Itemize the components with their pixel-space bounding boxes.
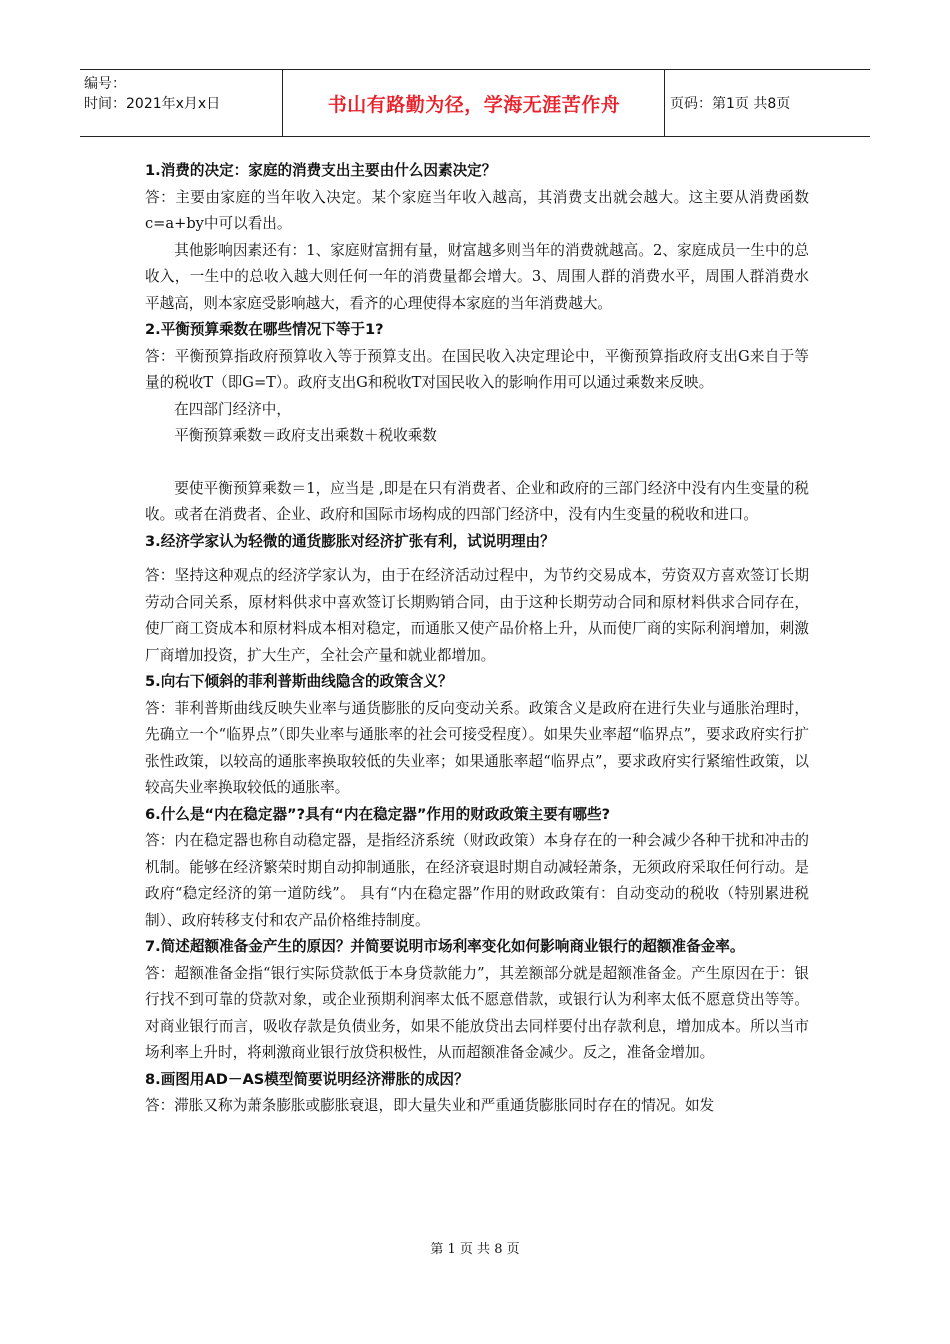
page-footer: 第 1 页 共 8 页: [430, 1242, 520, 1257]
header-divider: [664, 70, 665, 136]
number-label: 编号：: [84, 76, 126, 92]
question-heading: 5.向右下倾斜的菲利普斯曲线隐含的政策含义？: [145, 673, 453, 690]
indented-paragraph: 其他影响因素还有：1、家庭财富拥有量，财富越多则当年的消费就越高。2、家庭成员一生中的总收入，一生中的总收入越大则任何一年的消费量都会增大。3、周围人群的消费水平，周围人群消费水平越高，则本家庭受影响越大，看齐的心理使得本家庭的当年消费越大。: [145, 241, 809, 312]
question-heading: 8.画图用AD－AS模型简要说明经济滞胀的成因？: [145, 1070, 469, 1088]
header-meta: [84, 74, 284, 114]
answer-paragraph: 答：菲利普斯曲线反映失业率与通货膨胀的反向变动关系。政策含义是政府在进行失业与通胀治理时，先确立一个“临界点”（即失业率与通胀率的社会可接受程度）。如果失业率超“临界点”，要求政府实行扩张性政策，以较高的通胀率换取较低的失业率；如果通胀率超“临界点”，要求政府实行紧缩性政策，以较高失业率换取较低的通胀率。: [145, 699, 809, 796]
answer-paragraph: 答：主要由家庭的当年收入决定。某个家庭当年收入越高，其消费支出就会越大。这主要从消费函数c=a+by中可以看出。: [145, 188, 809, 232]
question-heading: 1.消费的决定：家庭的消费支出主要由什么因素决定？: [145, 162, 497, 179]
answer-paragraph: 答：平衡预算指政府预算收入等于预算支出。在国民收入决定理论中，平衡预算指政府支出G来自于等量的税收T（即G=T）。政府支出G和税收T对国民收入的影响作用可以通过乘数来反映。: [145, 347, 809, 391]
answer-paragraph: 答：坚持这种观点的经济学家认为，由于在经济活动过程中，为节约交易成本，劳资双方喜欢签订长期劳动合同关系，原材料供求中喜欢签订长期购销合同，由于这种长期劳动合同和原材料供求合同存在，使厂商工资成本和原材料成本相对稳定，而通胀又使产品价格上升，从而使厂商的实际利润增加，刺激厂商增加投资，扩大生产，全社会产量和就业都增加。: [145, 567, 809, 664]
header-motto: 书山有路勤为径，学海无涯苦作舟: [327, 93, 621, 116]
indented-paragraph: 要使平衡预算乘数＝1，应当是 ,即是在只有消费者、企业和政府的三部门经济中没有内生变量的税收。或者在消费者、企业、政府和国际市场构成的四部门经济中，没有内生变量的税收和进口。: [145, 479, 809, 523]
question-heading: 6.什么是“内在稳定器”?具有“内在稳定器”作用的财政政策主要有哪些?: [145, 805, 611, 823]
answer-paragraph: 答：超额准备金指“银行实际贷款低于本身贷款能力”，其差额部分就是超额准备金。产生原因在于：银行找不到可靠的贷款对象，或企业预期利润率太低不愿意借款，或银行认为利率太低不愿意贷出等等。对商业银行而言，吸收存款是负债业务，如果不能放贷出去同样要付出存款利息，增加成本。所以当市场利率上升时，将刺激商业银行放贷积极性，从而超额准备金减少。反之，准备金增加。: [145, 964, 809, 1061]
answer-paragraph: 答：内在稳定器也称自动稳定器，是指经济系统（财政政策）本身存在的一种会减少各种干扰和冲击的机制。能够在经济繁荣时期自动抑制通胀，在经济衰退时期自动减轻萧条，无须政府采取任何行动。是政府“稳定经济的第一道防线”。 具有“内在稳定器”作用的财政政策有：自动变动的税收（特别累进税制）、政府转移支付和农产品价格维持制度。: [145, 832, 809, 929]
page-header: [80, 69, 870, 137]
question-heading: 7.简述超额准备金产生的原因？并简要说明市场利率变化如何影响商业银行的超额准备金率。: [145, 938, 745, 955]
spacer: [145, 555, 809, 563]
header-page-code: 页码：第1页 共8页: [670, 96, 791, 112]
indented-paragraph: 在四部门经济中，: [174, 400, 291, 418]
answer-paragraph: 答：滞胀又称为萧条膨胀或膨胀衰退，即大量失业和严重通货膨胀同时存在的情况。如发: [145, 1097, 715, 1114]
time-label: 时间：2021年x月x日: [84, 96, 221, 112]
blank-line: [145, 450, 809, 476]
document-body: [145, 158, 809, 1120]
question-heading: 2.平衡预算乘数在哪些情况下等于1?: [145, 321, 384, 338]
header-divider: [282, 70, 283, 136]
question-heading: 3.经济学家认为轻微的通货膨胀对经济扩张有利，试说明理由？: [145, 532, 555, 550]
indented-paragraph: 平衡预算乘数＝政府支出乘数＋税收乘数: [174, 427, 437, 444]
